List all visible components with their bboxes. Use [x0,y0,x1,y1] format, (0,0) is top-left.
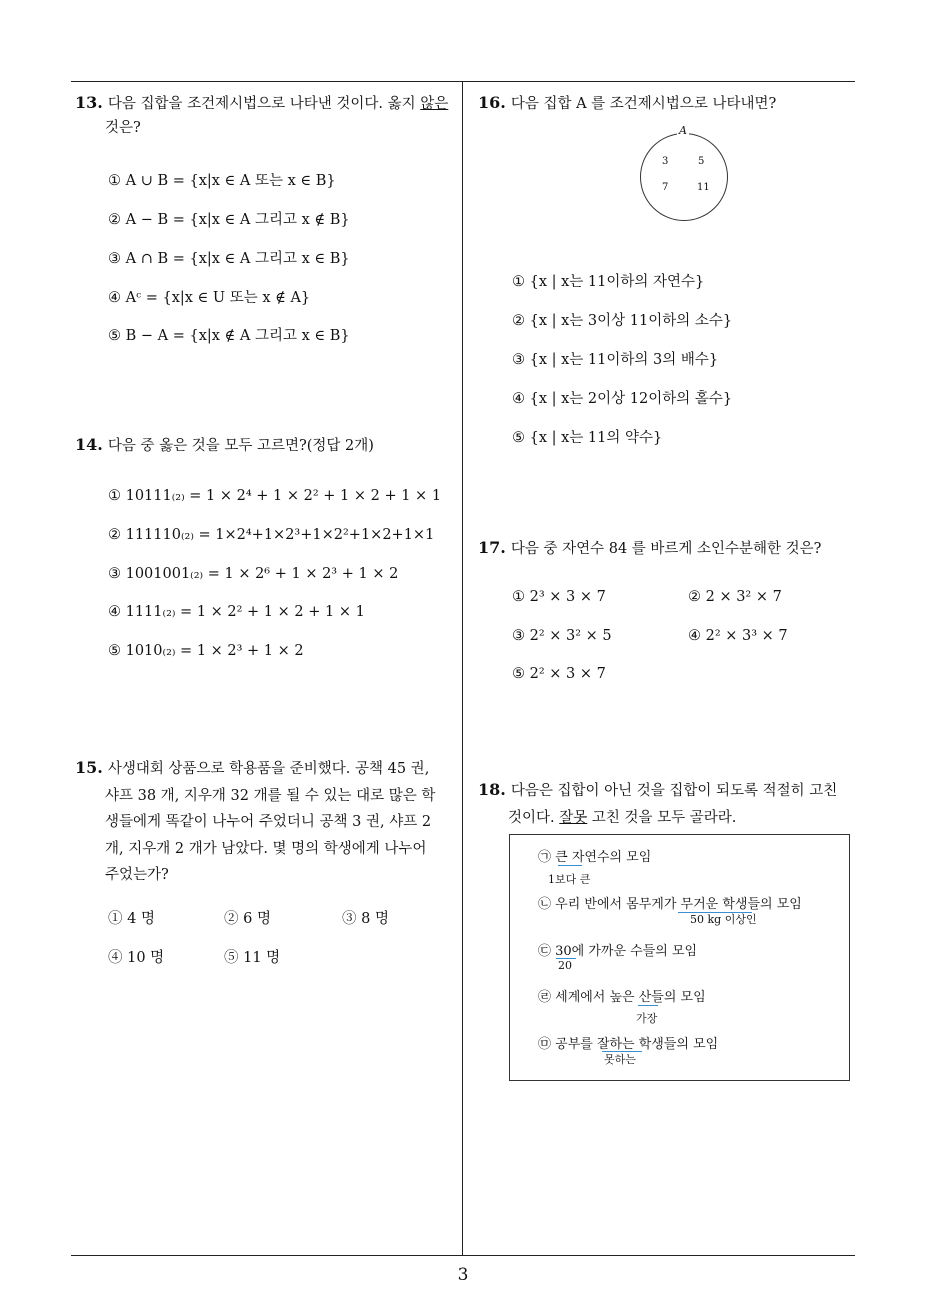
top-rule [71,81,855,82]
q16-option-2[interactable]: ② {x | x는 3이상 11이하의 소수} [512,313,733,329]
q17-option-2[interactable]: ② 2 × 3² × 7 [688,589,782,605]
q16-option-4[interactable]: ④ {x | x는 2이상 12이하의 홀수} [512,391,733,407]
q16-option-1[interactable]: ① {x | x는 11이하의 자연수} [512,274,705,290]
q18-item-4-correction: 가장 [636,1012,658,1025]
q14-option-1[interactable]: ① 10111₍₂₎ = 1 × 2⁴ + 1 × 2² + 1 × 2 + 1 × 1 [108,488,442,504]
venn-element: 5 [698,156,705,167]
question-18-text-b-post: 고친 것을 모두 골라라. [587,810,737,826]
question-18-underlined: 잘못 [559,810,588,826]
q13-option-4[interactable]: ④ Aᶜ = {x|x ∈ U 또는 x ∉ A} [108,290,311,306]
q15-option-4[interactable]: ④ 10 명 [108,950,165,966]
question-15-line-3: 생들에게 똑같이 나누어 주었더니 공책 3 권, 샤프 2 [105,814,432,830]
q15-option-3[interactable]: ③ 8 명 [342,911,389,927]
question-18-stem [478,776,858,832]
q18-item-3: ㉢ 30에 가까운 수들의 모임 [538,944,698,959]
question-18-text-b-pre: 것이다. [508,810,560,826]
q18-item-5: ㉤ 공부를 잘하는 학생들의 모임 [538,1037,719,1052]
q18-item-4: ㉣ 세계에서 높은 산들의 모임 [538,990,706,1005]
q16-option-5[interactable]: ⑤ {x | x는 11의 약수} [512,430,663,446]
q18-item-4-mark [638,1005,658,1006]
q17-option-1[interactable]: ① 2³ × 3 × 7 [512,589,606,605]
question-15-line-4: 개, 지우개 2 개가 남았다. 몇 명의 학생에게 나누어 [105,840,427,857]
q13-option-1[interactable]: ① A ∪ B = {x|x ∈ A 또는 x ∈ B} [108,173,336,189]
question-17-text: 다음 중 자연수 84 를 바르게 소인수분해한 것은? [510,541,822,557]
question-18-text-a: 다음은 집합이 아닌 것을 집합이 되도록 적절히 고친 [510,783,838,799]
q18-item-2: ㉡ 우리 반에서 몸무게가 무거운 학생들의 모임 [538,897,802,912]
question-14-stem [75,433,460,458]
q18-item-1-correction: 1보다 큰 [548,873,591,886]
q18-item-1-mark [558,865,582,866]
question-16-stem [478,91,858,116]
q14-option-4[interactable]: ④ 1111₍₂₎ = 1 × 2² + 1 × 2 + 1 × 1 [108,604,365,620]
question-15-line-2: 샤프 38 개, 지우개 32 개를 될 수 있는 대로 많은 학 [105,787,436,804]
venn-set-label: A [679,124,687,137]
q18-item-2-correction: 50 kg 이상인 [690,913,757,926]
question-13-text-a: 다음 집합을 조건제시법으로 나타낸 것이다. 옳지 [107,96,421,112]
q17-option-4[interactable]: ④ 2² × 3³ × 7 [688,628,788,644]
question-15-line-5: 주었는가? [105,867,169,883]
question-18-number: 18. [478,780,506,799]
question-13-underlined: 않은 [420,96,449,112]
question-15-line-1: 사생대회 상품으로 학용품을 준비했다. 공책 45 권, [107,761,430,777]
question-13-stem [75,91,460,140]
question-15-number: 15. [75,758,103,777]
question-13-number: 13. [75,93,103,112]
question-15-stem [75,755,460,889]
venn-diagram-circle [640,133,728,221]
q15-option-1[interactable]: ① 4 명 [108,911,155,927]
venn-element: 11 [697,182,710,193]
question-16-number: 16. [478,93,506,112]
q16-option-3[interactable]: ③ {x | x는 11이하의 3의 배수} [512,352,719,368]
q14-option-2[interactable]: ② 111110₍₂₎ = 1×2⁴+1×2³+1×2²+1×2+1×1 [108,527,435,543]
q17-option-5[interactable]: ⑤ 2² × 3 × 7 [512,666,606,682]
question-16-text: 다음 집합 A 를 조건제시법으로 나타내면? [510,96,777,112]
question-14-text: 다음 중 옳은 것을 모두 고르면?(정답 2개) [107,438,374,454]
q18-item-5-correction: 못하는 [604,1053,636,1066]
q14-option-5[interactable]: ⑤ 1010₍₂₎ = 1 × 2³ + 1 × 2 [108,643,304,659]
q14-option-3[interactable]: ③ 1001001₍₂₎ = 1 × 2⁶ + 1 × 2³ + 1 × 2 [108,566,399,582]
q13-option-3[interactable]: ③ A ∩ B = {x|x ∈ A 그리고 x ∈ B} [108,251,350,267]
q13-option-2[interactable]: ② A − B = {x|x ∈ A 그리고 x ∉ B} [108,212,350,228]
q18-item-3-correction: 20 [558,959,572,972]
q15-option-5[interactable]: ⑤ 11 명 [224,950,281,966]
venn-element: 7 [662,182,669,193]
question-13-text-b: 것은? [105,120,141,136]
venn-element: 3 [662,156,669,167]
question-14-number: 14. [75,435,103,454]
bottom-rule [71,1255,855,1256]
question-17-number: 17. [478,538,506,557]
q18-item-1: ㉠ 큰 자연수의 모임 [538,850,652,865]
question-17-stem [478,536,858,561]
q13-option-5[interactable]: ⑤ B − A = {x|x ∉ A 그리고 x ∈ B} [108,328,350,344]
column-divider [462,81,463,1255]
q17-option-3[interactable]: ③ 2² × 3² × 5 [512,628,612,644]
q15-option-2[interactable]: ② 6 명 [224,911,271,927]
page-number: 3 [457,1265,469,1285]
